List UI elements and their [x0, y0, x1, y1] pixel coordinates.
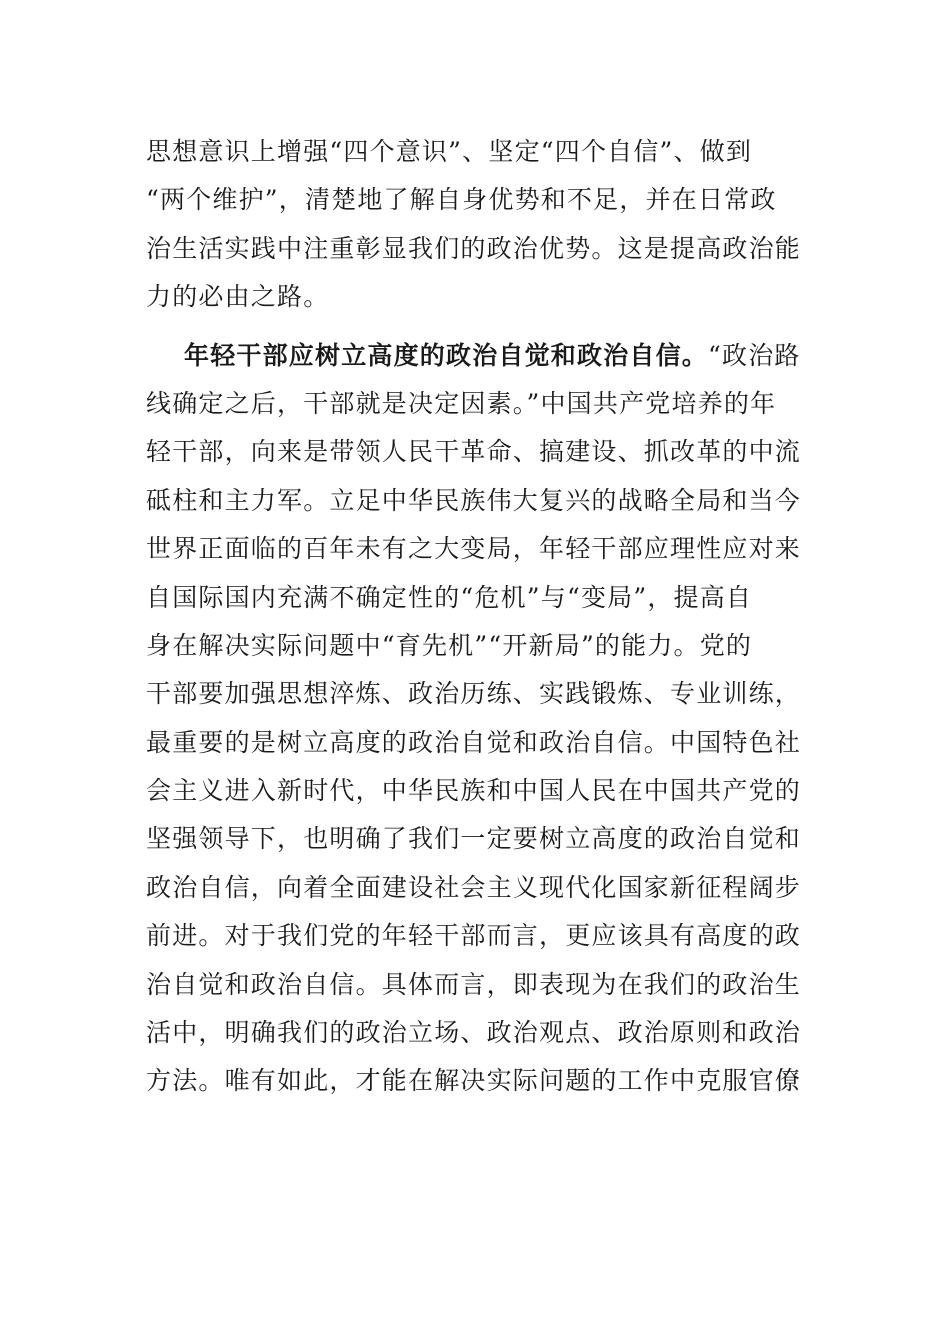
paragraph-1	[146, 128, 802, 322]
text-line: 会主义进入新时代，中华民族和中国人民在中国共产党的	[146, 776, 802, 806]
document-body	[146, 128, 802, 1106]
text-line: 方法。唯有如此，才能在解决实际问题的工作中克服官僚	[146, 1066, 802, 1096]
paragraph-2	[146, 332, 802, 1106]
text-line: 政治自信，向着全面建设社会主义现代化国家新征程阔步	[146, 872, 802, 902]
paragraph-heading: 年轻干部应树立高度的政治自觉和政治自信。	[184, 340, 709, 370]
text-line: 治生活实践中注重彰显我们的政治优势。这是提高政治能	[146, 233, 802, 263]
text-line: 轻干部，向来是带领人民干革命、搞建设、抓改革的中流	[146, 437, 802, 467]
text-line: 干部要加强思想淬炼、政治历练、实践锻炼、专业训练，	[146, 679, 802, 709]
text-line: 前进。对于我们党的年轻干部而言，更应该具有高度的政	[146, 921, 802, 951]
text-line: 力的必由之路。	[146, 282, 330, 312]
text-line: “两个维护”，清楚地了解自身优势和不足，并在日常政	[146, 185, 777, 215]
text-line: 最重要的是树立高度的政治自觉和政治自信。中国特色社	[146, 727, 802, 757]
text-line: 思想意识上增强“四个意识”、坚定“四个自信”、做到	[146, 137, 753, 166]
text-line: 世界正面临的百年未有之大变局，年轻干部应理性应对来	[146, 534, 802, 564]
paragraph-first-line	[146, 332, 801, 380]
text-line: 治自觉和政治自信。具体而言，即表现为在我们的政治生	[146, 969, 802, 999]
text-line: 活中，明确我们的政治立场、政治观点、政治原则和政治	[146, 1018, 802, 1048]
text-fragment: “政治路	[708, 340, 801, 370]
text-line: 自国际国内充满不确定性的“危机”与“变局”，提高自	[146, 582, 753, 612]
text-line: 砥柱和主力军。立足中华民族伟大复兴的战略全局和当今	[146, 485, 802, 515]
text-line: 线确定之后，干部就是决定因素。”中国共产党培养的年	[146, 388, 777, 418]
text-line: 身在解决实际问题中“育先机”“开新局”的能力。党的	[146, 630, 753, 660]
paragraph-gap	[146, 322, 798, 332]
text-line: 坚强领导下，也明确了我们一定要树立高度的政治自觉和	[146, 824, 802, 854]
